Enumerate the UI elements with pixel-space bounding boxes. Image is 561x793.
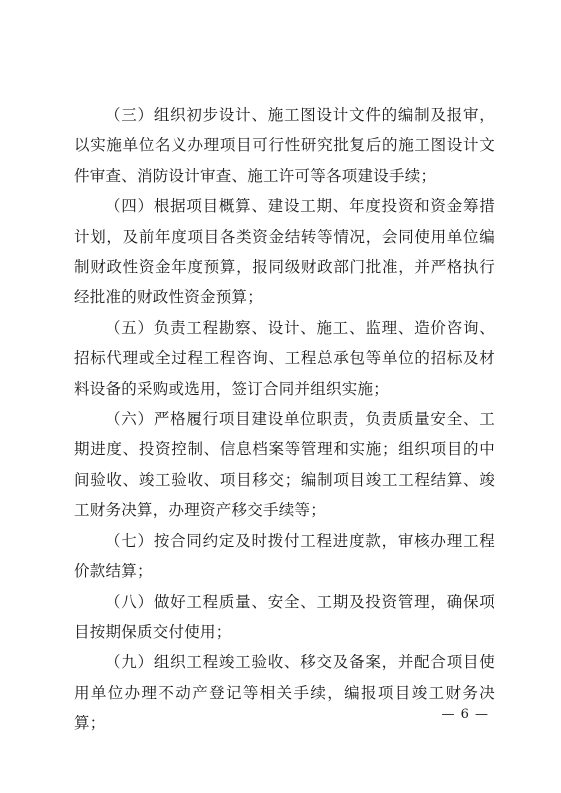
- paragraph-5: （五）负责工程勘察、设计、施工、监理、造价咨询、招标代理或全过程工程咨询、工程总承包等单位的招标及材料设备的采购或选用，签订合同并组织实施；: [74, 318, 495, 398]
- paragraph-6: （六）严格履行项目建设单位职责，负责质量安全、工期进度、投资控制、信息档案等管理和实施；组织项目的中间验收、竣工验收、项目移交；编制项目竣工工程结算、竣工财务决算，办理资产移交手续等；: [74, 410, 495, 520]
- body-text: [74, 100, 495, 739]
- paragraph-3: （三）组织初步设计、施工图设计文件的编制及报审，以实施单位名义办理项目可行性研究批复后的施工图设计文件审查、消防设计审查、施工许可等各项建设手续；: [74, 106, 495, 185]
- paragraph-4: （四）根据项目概算、建设工期、年度投资和资金筹措计划，及前年度项目各类资金结转等情况，会同使用单位编制财政性资金年度预算，报同级财政部门批准，并严格执行经批准的财政性资金预算；: [74, 197, 495, 307]
- page-number: — 6 —: [441, 707, 489, 722]
- paragraph-8: （八）做好工程质量、安全、工期及投资管理，确保项目按期保质交付使用；: [74, 592, 495, 641]
- paragraph-9: （九）组织工程竣工验收、移交及备案，并配合项目使用单位办理不动产登记等相关手续，编报项目竣工财务决算；: [74, 653, 495, 733]
- paragraph-7: （七）按合同约定及时拨付工程进度款，审核办理工程价款结算；: [74, 531, 495, 581]
